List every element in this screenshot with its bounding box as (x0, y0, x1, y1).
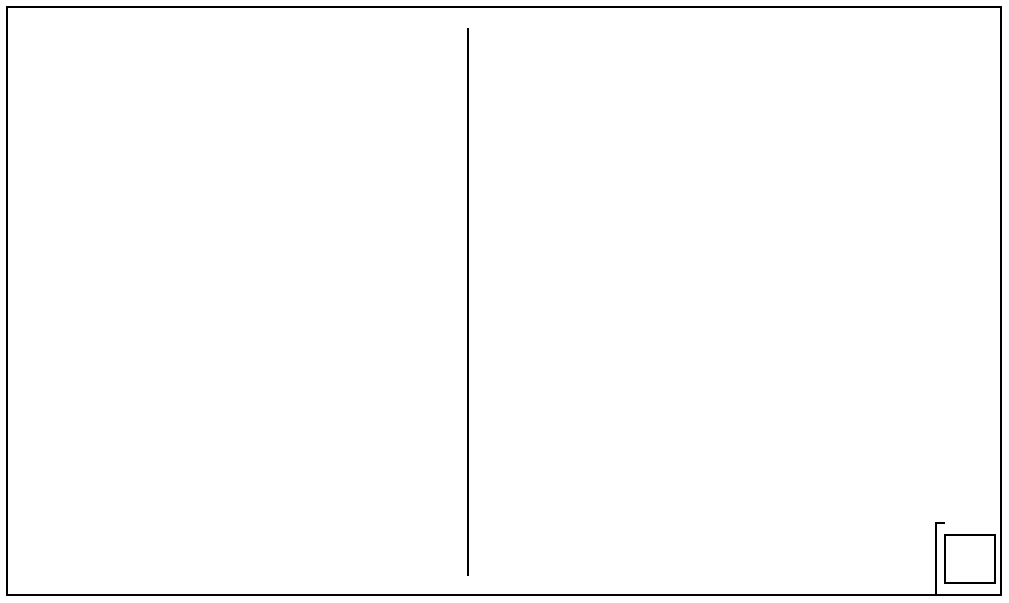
page-frame (6, 6, 1002, 596)
column-divider (467, 28, 469, 576)
page-number (944, 534, 996, 584)
